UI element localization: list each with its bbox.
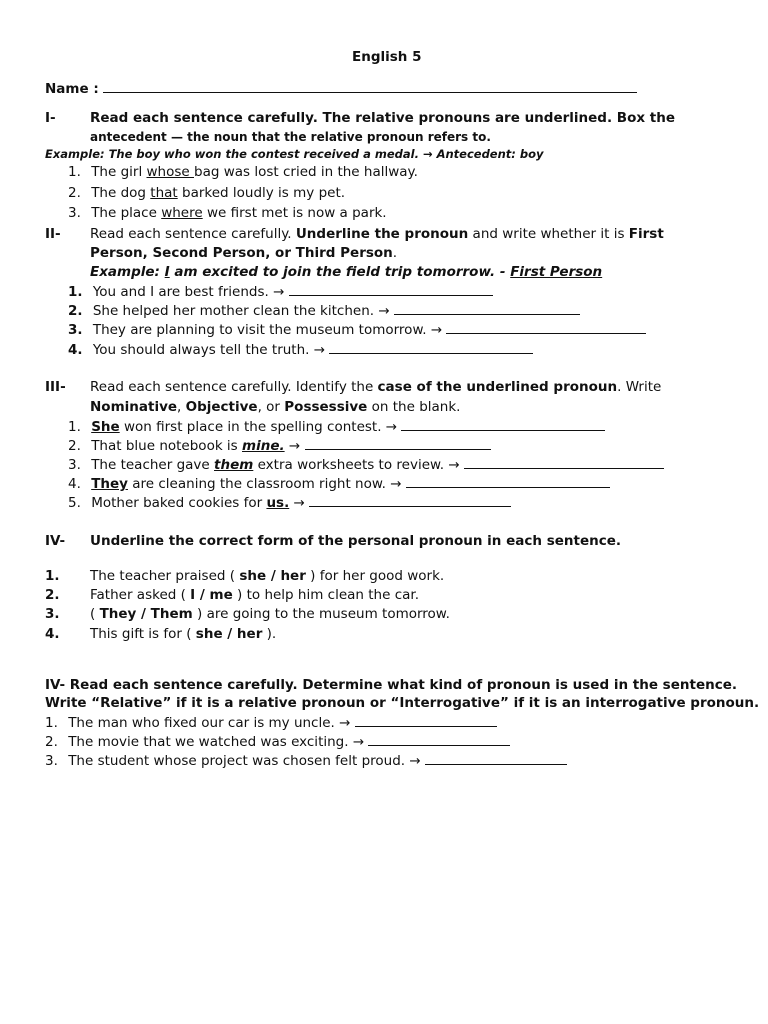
section-1-example: Example: The boy who won the contest received a medal. → Antecedent: boy [45, 147, 544, 161]
s2-item-4 [68, 340, 533, 359]
section-5-instruction: IV- Read each sentence carefully. Determine what kind of pronoun is used in the sentence. [45, 677, 737, 693]
underlined-pronoun: They [91, 476, 128, 492]
s5-item-2 [45, 732, 510, 751]
s3-item-3 [68, 455, 664, 474]
pronoun-choice[interactable]: she / her [195, 626, 263, 642]
item-number: 2. [45, 734, 58, 750]
item-number: 2. [68, 185, 81, 201]
s3-item-2 [68, 436, 491, 455]
item-text: ) for her good work. [305, 568, 445, 584]
relative-pronoun: that [150, 185, 178, 201]
item-text: She helped her mother clean the kitchen. → [92, 303, 390, 319]
s2-item-1 [68, 282, 493, 301]
item-text: The girl [91, 164, 147, 180]
underlined-pronoun: mine. [242, 438, 285, 454]
section-1-instruction: Read each sentence carefully. The relative pronouns are underlined. Box the [90, 110, 675, 126]
item-text: The teacher gave [91, 457, 215, 473]
example-answer: First Person [510, 264, 603, 280]
item-text: Father asked ( [90, 587, 191, 603]
section-4-number: IV- [45, 533, 66, 549]
example-pronoun: I [164, 264, 170, 280]
underlined-pronoun: them [214, 457, 254, 473]
s1-item-3 [68, 204, 387, 222]
item-text: bag was lost cried in the hallway. [194, 164, 418, 180]
pronoun-choice[interactable]: I / me [190, 587, 233, 603]
item-number: 1. [68, 284, 83, 300]
underlined-pronoun: She [91, 419, 120, 435]
instr-text: Read each sentence carefully. [90, 226, 296, 242]
instr-bold: Underline the pronoun [295, 226, 469, 242]
item-text: won first place in the spelling contest. → [119, 419, 398, 435]
section-5-instruction-2: Write “Relative” if it is a relative pronoun or “Interrogative” if it is an interrogative pronoun. [45, 695, 760, 711]
item-number: 3. [68, 457, 81, 473]
s2-item-2 [68, 301, 580, 320]
s4-item-4 [45, 625, 276, 643]
instr-text: and write whether it is [468, 226, 629, 242]
answer-blank[interactable] [368, 732, 510, 746]
answer-blank[interactable] [394, 301, 580, 315]
item-number: 1. [68, 419, 81, 435]
instr-text: , [177, 399, 186, 415]
s5-item-1 [45, 713, 497, 732]
s3-item-5 [68, 493, 511, 512]
name-row [45, 79, 637, 98]
item-number: 3. [45, 753, 58, 769]
item-number: 4. [68, 476, 81, 492]
instr-text: . Write [617, 379, 662, 395]
item-text: we first met is now a park. [202, 205, 387, 221]
section-3-number: III- [45, 379, 66, 395]
s4-item-3 [45, 605, 450, 623]
section-3-instruction [90, 378, 661, 396]
case-objective: Objective [185, 399, 258, 415]
item-text: The movie that we watched was exciting. → [68, 734, 365, 750]
s1-item-1 [68, 163, 418, 181]
item-text: barked loudly is my pet. [177, 185, 346, 201]
instr-text: Read each sentence carefully. Identify the [90, 379, 378, 395]
s5-item-3 [45, 751, 567, 770]
item-text: → [284, 438, 301, 454]
section-2-instruction-2 [90, 244, 397, 262]
example-text: am excited to join the field trip tomorrow. - [169, 264, 511, 280]
item-text: You should always tell the truth. → [92, 342, 326, 358]
instr-bold: First [628, 226, 664, 242]
instr-text: , or [257, 399, 285, 415]
underlined-pronoun: us. [266, 495, 290, 511]
item-text: ) to help him clean the car. [232, 587, 420, 603]
section-1-instruction-2: antecedent — the noun that the relative pronoun refers to. [90, 130, 491, 144]
section-3-instruction-2 [90, 398, 460, 416]
item-number: 2. [68, 303, 83, 319]
item-text: The student whose project was chosen felt proud. → [68, 753, 421, 769]
item-number: 2. [45, 587, 60, 603]
answer-blank[interactable] [289, 282, 493, 296]
instr-bold: Person, Second Person, or Third Person [90, 245, 393, 261]
name-blank[interactable] [103, 79, 637, 93]
page-title: English 5 [352, 49, 422, 65]
item-text: They are planning to visit the museum tomorrow. → [92, 322, 443, 338]
example-label: Example: [90, 264, 165, 280]
item-text: → [289, 495, 305, 511]
relative-pronoun: whose [146, 164, 194, 180]
answer-blank[interactable] [401, 417, 605, 431]
item-number: 2. [68, 438, 81, 454]
answer-blank[interactable] [329, 340, 533, 354]
s3-item-1 [68, 417, 605, 436]
item-text: The dog [91, 185, 151, 201]
section-2-number: II- [45, 226, 61, 242]
item-number: 1. [68, 164, 81, 180]
item-text: are cleaning the classroom right now. → [127, 476, 402, 492]
section-2-instruction [90, 225, 664, 243]
case-nominative: Nominative [90, 399, 178, 415]
item-text: ) are going to the museum tomorrow. [192, 606, 450, 622]
item-text: The teacher praised ( [90, 568, 240, 584]
item-text: The man who fixed our car is my uncle. → [68, 715, 351, 731]
pronoun-choice[interactable]: They / Them [99, 606, 193, 622]
section-4-instruction: Underline the correct form of the personal pronoun in each sentence. [90, 533, 622, 549]
s2-item-3 [68, 320, 646, 339]
item-number: 3. [45, 606, 60, 622]
item-text: That blue notebook is [91, 438, 243, 454]
answer-blank[interactable] [305, 436, 491, 450]
s1-item-2 [68, 184, 345, 202]
relative-pronoun: where [161, 205, 203, 221]
item-number: 1. [45, 715, 58, 731]
answer-blank[interactable] [406, 474, 610, 488]
item-text: The place [91, 205, 162, 221]
s3-item-4 [68, 474, 610, 493]
item-text: extra worksheets to review. → [253, 457, 460, 473]
item-number: 3. [68, 205, 81, 221]
item-number: 5. [68, 495, 81, 511]
instr-text: . [392, 245, 398, 261]
s4-item-1 [45, 567, 444, 585]
item-number: 1. [45, 568, 60, 584]
item-text: Mother baked cookies for [91, 495, 267, 511]
instr-bold: case of the underlined pronoun [377, 379, 618, 395]
item-number: 3. [68, 322, 83, 338]
item-text: This gift is for ( [90, 626, 196, 642]
item-text: You and I are best friends. → [92, 284, 285, 300]
item-number: 4. [45, 626, 60, 642]
instr-text: on the blank. [367, 399, 461, 415]
s4-item-2 [45, 586, 419, 604]
section-2-example [90, 263, 602, 281]
pronoun-choice[interactable]: she / her [239, 568, 306, 584]
item-text: ( [90, 606, 100, 622]
name-label: Name : [45, 81, 99, 97]
item-number: 4. [68, 342, 83, 358]
answer-blank[interactable] [425, 751, 567, 765]
case-possessive: Possessive [284, 399, 368, 415]
answer-blank[interactable] [464, 455, 664, 469]
answer-blank[interactable] [309, 493, 511, 507]
item-text: ). [262, 626, 277, 642]
answer-blank[interactable] [355, 713, 497, 727]
answer-blank[interactable] [446, 320, 646, 334]
section-1-number: I- [45, 110, 56, 126]
